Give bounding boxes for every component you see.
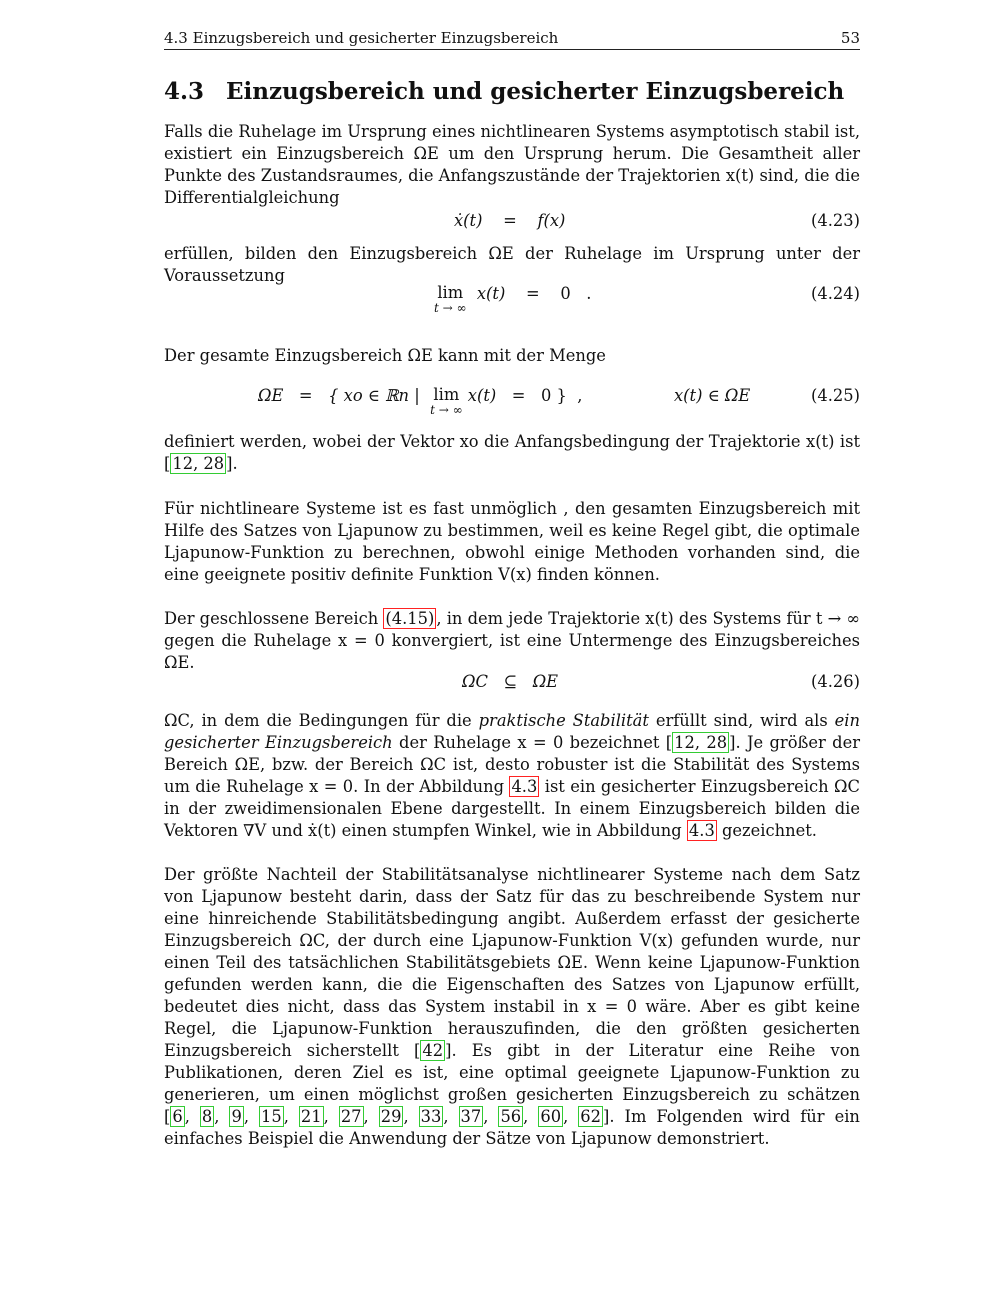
running-header (164, 28, 860, 50)
paragraph-closed-region: Der geschlossene Bereich (4.15) , in dem jede Trajektorie x(t) des Systems für t → ∞ gegen die Ruhelage x = 0 konvergiert, ist eine Untermenge des Einzugsbereiches ΩE. (164, 609, 860, 672)
equation-number: (4.23) (811, 211, 860, 230)
citation-link[interactable]: 29 (380, 1107, 402, 1126)
citation-link[interactable]: 56 (500, 1107, 522, 1126)
paragraph-secured-region: ΩC, in dem die Bedingungen für die praktische Stabilität erfüllt sind, wird als ein gesicherter Einzugsbereich der Ruhelage x = 0 bezeichnet [ 12, 28 ]. Je größer der Bereich ΩE, bzw. der Bereich ΩC ist, desto robuster ist die Stabilität des Systems um die Ruhelage x = 0. In der Abbildung 4.3 ist ein gesicherter Einzugsbereich ΩC in der zweidimensionalen Ebene dargestellt. In einem Einzugsbereich bilden die Vektoren ∇V und ẋ(t) einen stumpfen Winkel, wie in Abbildung 4.3 gezeichnet. (164, 711, 860, 840)
citation-link[interactable]: 15 (261, 1107, 282, 1126)
paragraph-intro: Falls die Ruhelage im Ursprung eines nichtlinearen Systems asymptotisch stabil ist, existiert ein Einzugsbereich ΩE um den Ursprung herum. Die Gesamtheit aller Punkte des Zustandsraumes, die Anfangszustände der Trajektorien x(t) sind, die die Differentialgleichung (164, 122, 860, 207)
equation-4-25 (164, 385, 860, 417)
equation-4-23 (164, 211, 860, 237)
citation-link[interactable]: 12, 28 (674, 733, 728, 752)
section-number: 4.3 (164, 78, 205, 105)
citation-link[interactable]: 62 (580, 1107, 601, 1126)
equation-body: ΩC ⊆ ΩE (462, 672, 559, 691)
citation-list: 6 , 8 , 9 , 15 , 21 , 27 , 29 , 33 , 37 , 56 , 60 , 62 (172, 1107, 601, 1126)
equation-4-24 (164, 283, 860, 315)
citation-link[interactable]: 27 (340, 1107, 362, 1126)
equation-ref-link[interactable]: (4.15) (385, 609, 435, 628)
citation-link[interactable]: 12, 28 (172, 454, 225, 473)
page-number: 53 (840, 29, 860, 47)
equation-body: ΩE = { xo ∈ ℝn | lim t → ∞ x(t) = 0 } , (258, 385, 583, 417)
citation-link[interactable]: 8 (201, 1107, 213, 1126)
paragraph-condition: erfüllen, bilden den Einzugsbereich ΩE der Ruhelage im Ursprung unter der Voraussetzung (164, 244, 860, 285)
equation-condition: x(t) ∈ ΩE (674, 386, 751, 405)
section-heading (164, 78, 844, 106)
equation-number: (4.25) (811, 386, 860, 405)
citation-link[interactable]: 21 (300, 1107, 322, 1126)
equation-4-26 (164, 672, 860, 698)
equation-body: ẋ(t) = f(x) (454, 211, 566, 230)
paragraph-set-intro: Der gesamte Einzugsbereich ΩE kann mit der Menge (164, 346, 606, 365)
figure-ref-link[interactable]: 4.3 (688, 821, 715, 840)
equation-body: lim t → ∞ x(t) = 0 . (434, 283, 592, 315)
running-title: 4.3 Einzugsbereich und gesicherter Einzugsbereich (164, 29, 559, 47)
paragraph-nonlinear: Für nichtlineare Systeme ist es fast unmöglich , den gesamten Einzugsbereich mit Hilfe des Satzes von Ljapunow zu bestimmen, weil es keine Regel gibt, die optimale Ljapunow-Funktion zu berechnen, obwohl einige Methoden vorhanden sind, die eine geeignete positiv definite Funktion V(x) finden können. (164, 499, 860, 584)
citation-link[interactable]: 42 (422, 1041, 444, 1060)
figure-ref-link[interactable]: 4.3 (511, 777, 538, 796)
citation-link[interactable]: 6 (172, 1107, 183, 1126)
section-title: Einzugsbereich und gesicherter Einzugsbereich (226, 78, 845, 105)
citation-link[interactable]: 33 (420, 1107, 442, 1126)
equation-number: (4.26) (811, 672, 860, 691)
paragraph-definition: definiert werden, wobei der Vektor xo die Anfangsbedingung der Trajektorie x(t) ist [ 12, 28 ]. (164, 432, 860, 473)
citation-link[interactable]: 9 (231, 1107, 242, 1126)
equation-number: (4.24) (811, 284, 860, 303)
citation-link[interactable]: 37 (460, 1107, 482, 1126)
paragraph-drawbacks: Der größte Nachteil der Stabilitätsanalyse nichtlinearer Systeme nach dem Satz von Ljapunow besteht darin, dass der Satz für das zu beschreibende System nur eine hinreichende Stabilitätsbedingung angibt. Außerdem erfasst der gesicherte Einzugsbereich ΩC, der durch eine Ljapunow-Funktion V(x) gefunden wurde, nur einen Teil des tatsächlichen Stabilitätsgebiets ΩE. Wenn keine Ljapunow-Funktion gefunden werden kann, die die Eigenschaften des Satzes von Ljapunow erfüllt, bedeutet dies nicht, dass das System instabil in x = 0 wäre. Aber es gibt keine Regel, die Ljapunow-Funktion herauszufinden, die den größten gesicherten Einzugsbereich sicherstellt [ 42 ]. Es gibt in der Literatur eine Reihe von Publikationen, deren Ziel es ist, eine optimal geeignete Ljapunow-Funktion zu generieren, um einen möglichst großen gesicherten Einzugsbereich zu schätzen [ 6 , 8 , 9 , 15 , 21 , 27 , 29 , 33 , 37 , 56 , 60 , 62 ]. Im Folgenden wird für ein einfaches Beispiel die Anwendung der Sätze von Ljapunow demonstriert. (164, 865, 860, 1148)
citation-link[interactable]: 60 (540, 1107, 562, 1126)
